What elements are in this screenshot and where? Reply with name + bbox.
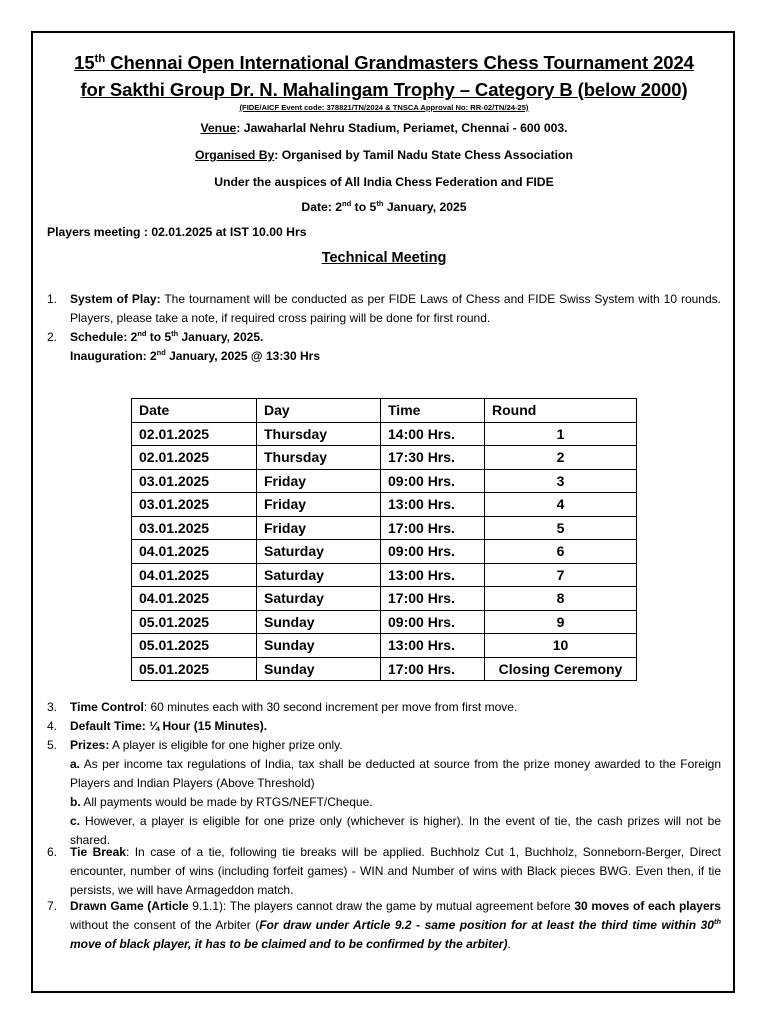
table-row xyxy=(132,587,637,611)
table-header-row xyxy=(132,399,637,423)
cell-time: 13:00 Hrs. xyxy=(381,493,485,517)
cell-date: 03.01.2025 xyxy=(132,493,257,517)
cell-date: 03.01.2025 xyxy=(132,516,257,540)
table-row xyxy=(132,422,637,446)
cell-date: 02.01.2025 xyxy=(132,446,257,470)
schedule-table xyxy=(131,398,637,681)
cell-round: 3 xyxy=(485,469,637,493)
prizes: Prizes: A player is eligible for one higher prize only. xyxy=(70,738,343,752)
cell-day: Friday xyxy=(257,493,381,517)
table-row xyxy=(132,469,637,493)
cell-day: Thursday xyxy=(257,446,381,470)
cell-time: 13:00 Hrs. xyxy=(381,634,485,658)
cell-round: 5 xyxy=(485,516,637,540)
cell-date: 03.01.2025 xyxy=(132,469,257,493)
inauguration-line: Inauguration: 2nd January, 2025 @ 13:30 Hrs xyxy=(70,348,321,363)
section-heading: Technical Meeting xyxy=(321,250,447,266)
schedule-line: Schedule: 2nd to 5th January, 2025. xyxy=(70,329,264,344)
cell-date: 02.01.2025 xyxy=(132,422,257,446)
title-line-2: for Sakthi Group Dr. N. Mahalingam Trophy – Category B (below 2000) xyxy=(80,79,688,100)
cell-round: 6 xyxy=(485,540,637,564)
title-line-1: 15th Chennai Open International Grandmasters Chess Tournament 2024 xyxy=(74,52,694,73)
event-code: (FIDE/AICF Event code: 378821/TN/2024 & TNSCA Approval No: RR-02/TN/24-25) xyxy=(239,103,529,112)
cell-day: Sunday xyxy=(257,634,381,658)
cell-round: 7 xyxy=(485,563,637,587)
drawn-game: Drawn Game (Article 9.1.1): The players cannot draw the game by mutual agreement before 30 moves of each players without the consent of the Arbiter (For draw under Article 9.2 - same position for at least the third time within 30th move of black player, it has to be claimed and to be confirmed by the arbiter). xyxy=(70,899,721,951)
cell-date: 04.01.2025 xyxy=(132,563,257,587)
default-time: Default Time: ¼ Hour (15 Minutes). xyxy=(70,719,268,733)
cell-day: Saturday xyxy=(257,563,381,587)
cell-date: 04.01.2025 xyxy=(132,587,257,611)
prize-note-b: b. All payments would be made by RTGS/NEFT/Cheque. xyxy=(70,795,373,809)
cell-round: 4 xyxy=(485,493,637,517)
header-time: Time xyxy=(381,399,485,423)
cell-round: 2 xyxy=(485,446,637,470)
item-number: 2. xyxy=(47,330,58,344)
prize-note-c: c. However, a player is eligible for one prize only (whichever is higher). In the event of tie, the cash prizes will not be shared. xyxy=(70,814,721,847)
cell-round: 1 xyxy=(485,422,637,446)
item-number: 1. xyxy=(47,292,58,306)
cell-day: Friday xyxy=(257,516,381,540)
cell-round: Closing Ceremony xyxy=(485,657,637,681)
cell-time: 17:00 Hrs. xyxy=(381,657,485,681)
cell-round: 8 xyxy=(485,587,637,611)
cell-time: 13:00 Hrs. xyxy=(381,563,485,587)
cell-date: 05.01.2025 xyxy=(132,657,257,681)
auspices-line: Under the auspices of All India Chess Federation and FIDE xyxy=(214,175,554,189)
date-line: Date: 2nd to 5th January, 2025 xyxy=(301,198,467,214)
header-round: Round xyxy=(485,399,637,423)
prize-note-a: a. As per income tax regulations of India, tax shall be deducted at source from the prize money awarded to the Foreign Players and Indian Players (Above Threshold) xyxy=(70,757,721,790)
table-row xyxy=(132,446,637,470)
cell-time: 17:00 Hrs. xyxy=(381,516,485,540)
cell-day: Saturday xyxy=(257,587,381,611)
cell-time: 17:30 Hrs. xyxy=(381,446,485,470)
cell-time: 09:00 Hrs. xyxy=(381,540,485,564)
table-row xyxy=(132,540,637,564)
cell-date: 05.01.2025 xyxy=(132,610,257,634)
cell-time: 09:00 Hrs. xyxy=(381,469,485,493)
tie-break: Tie Break: In case of a tie, following tie breaks will be applied. Buchholz Cut 1, Buchholz, Sonneborn-Berger, Direct encounter, number of wins (including forfeit games) - WIN and Number of wins with Black pieces BWG. Even then, if tie persists, we will have Armageddon match. xyxy=(70,845,721,897)
cell-round: 9 xyxy=(485,610,637,634)
time-control: Time Control: 60 minutes each with 30 second increment per move from first move. xyxy=(70,700,518,714)
item-number: 6. xyxy=(47,845,58,859)
cell-day: Sunday xyxy=(257,610,381,634)
cell-time: 14:00 Hrs. xyxy=(381,422,485,446)
item-number: 5. xyxy=(47,738,58,752)
cell-day: Thursday xyxy=(257,422,381,446)
cell-date: 04.01.2025 xyxy=(132,540,257,564)
cell-time: 09:00 Hrs. xyxy=(381,610,485,634)
table-row xyxy=(132,610,637,634)
players-meeting: Players meeting : 02.01.2025 at IST 10.00 Hrs xyxy=(47,225,307,239)
header-date: Date xyxy=(132,399,257,423)
venue-line: Venue: Jawaharlal Nehru Stadium, Periamet, Chennai - 600 003. xyxy=(200,121,568,135)
table-row xyxy=(132,563,637,587)
system-of-play: System of Play: The tournament will be conducted as per FIDE Laws of Chess and FIDE Swiss System with 10 rounds. Players, please take a note, if required cross pairing will be done for first round. xyxy=(70,292,721,325)
cell-date: 05.01.2025 xyxy=(132,634,257,658)
cell-day: Friday xyxy=(257,469,381,493)
table-row xyxy=(132,634,637,658)
cell-day: Saturday xyxy=(257,540,381,564)
cell-day: Sunday xyxy=(257,657,381,681)
item-number: 7. xyxy=(47,899,58,913)
item-number: 3. xyxy=(47,700,58,714)
header-day: Day xyxy=(257,399,381,423)
organiser-line: Organised By: Organised by Tamil Nadu State Chess Association xyxy=(195,148,573,162)
cell-time: 17:00 Hrs. xyxy=(381,587,485,611)
table-row xyxy=(132,516,637,540)
table-row xyxy=(132,493,637,517)
item-number: 4. xyxy=(47,719,58,733)
cell-round: 10 xyxy=(485,634,637,658)
table-row xyxy=(132,657,637,681)
